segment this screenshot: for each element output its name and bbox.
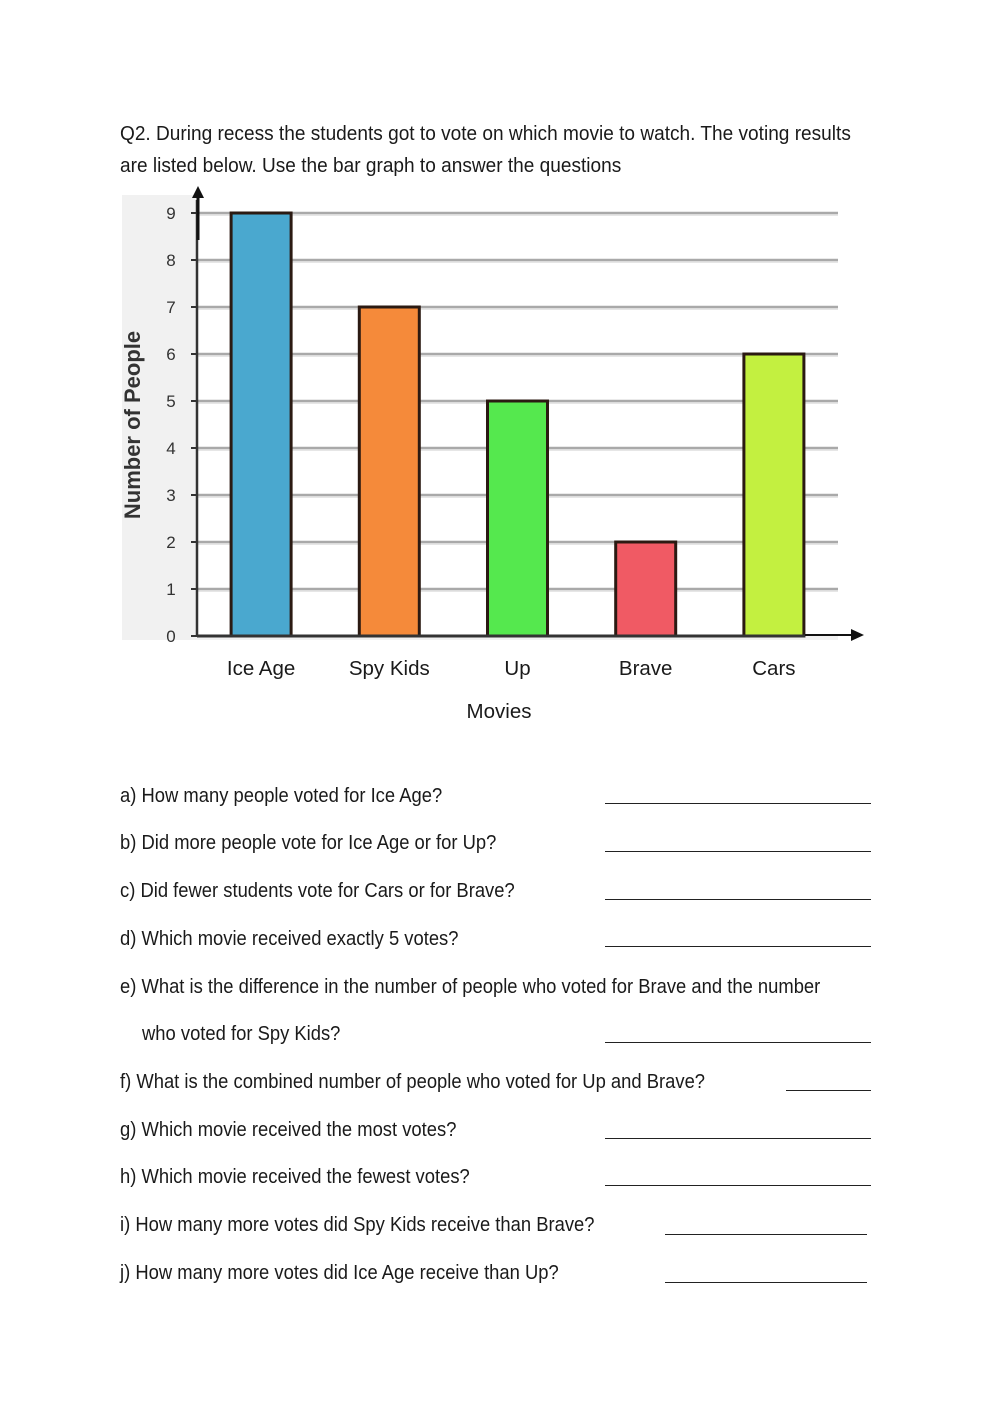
question-f: f) What is the combined number of people who voted for Up and Brave?: [120, 1071, 706, 1093]
y-tick-label: 6: [166, 345, 176, 364]
answer-line-e[interactable]: [605, 1042, 871, 1043]
answer-line-j[interactable]: [665, 1282, 867, 1283]
y-tick-label: 8: [166, 251, 176, 270]
x-tick-label: Spy Kids: [348, 657, 430, 680]
y-tick-label: 3: [166, 486, 176, 505]
bar-ice-age: [231, 213, 291, 636]
answer-line-b[interactable]: [605, 851, 871, 852]
intro-line-1: Q2. During recess the students got to vote on which movie to watch. The voting results: [120, 122, 851, 145]
y-axis-arrowhead: [192, 186, 204, 198]
question-e-line-1: e) What is the difference in the number of people who voted for Brave and the number: [120, 976, 821, 998]
question-g: g) Which movie received the most votes?: [120, 1119, 457, 1141]
y-axis-label: Number of People: [120, 330, 145, 520]
x-tick-label: Ice Age: [226, 657, 296, 680]
answer-line-a[interactable]: [605, 803, 871, 804]
intro-line-2: are listed below. Use the bar graph to answer the questions: [120, 154, 622, 177]
y-tick-label: 9: [166, 204, 176, 223]
x-tick-label: Brave: [618, 657, 673, 680]
bar-brave: [616, 542, 676, 636]
answer-line-g[interactable]: [605, 1138, 871, 1139]
x-axis-arrowhead: [851, 629, 864, 641]
question-d: d) Which movie received exactly 5 votes?: [120, 928, 459, 950]
answer-line-f[interactable]: [786, 1090, 871, 1091]
question-h: h) Which movie received the fewest votes?: [120, 1166, 470, 1188]
question-c: c) Did fewer students vote for Cars or for Brave?: [120, 880, 515, 902]
question-e-line-2: who voted for Spy Kids?: [142, 1023, 341, 1045]
y-tick-label: 1: [166, 580, 176, 599]
answer-line-c[interactable]: [605, 899, 871, 900]
question-i: i) How many more votes did Spy Kids receive than Brave?: [120, 1214, 595, 1236]
question-a: a) How many people voted for Ice Age?: [120, 785, 443, 807]
y-tick-label: 0: [166, 627, 176, 646]
answer-line-d[interactable]: [605, 946, 871, 947]
bar-cars: [744, 354, 804, 636]
question-b: b) Did more people vote for Ice Age or for Up?: [120, 832, 497, 854]
x-tick-label: Cars: [752, 657, 796, 680]
y-tick-label: 5: [166, 392, 176, 411]
y-tick-label: 2: [166, 533, 176, 552]
bar-up: [488, 401, 548, 636]
y-tick-label: 4: [166, 439, 176, 458]
answer-line-h[interactable]: [605, 1185, 871, 1186]
y-tick-label: 7: [166, 298, 176, 317]
bar-spy-kids: [359, 307, 419, 636]
x-tick-label: Up: [504, 657, 531, 680]
answer-line-i[interactable]: [665, 1234, 867, 1235]
x-axis-label: Movies: [466, 700, 532, 723]
question-j: j) How many more votes did Ice Age receive than Up?: [120, 1262, 559, 1284]
